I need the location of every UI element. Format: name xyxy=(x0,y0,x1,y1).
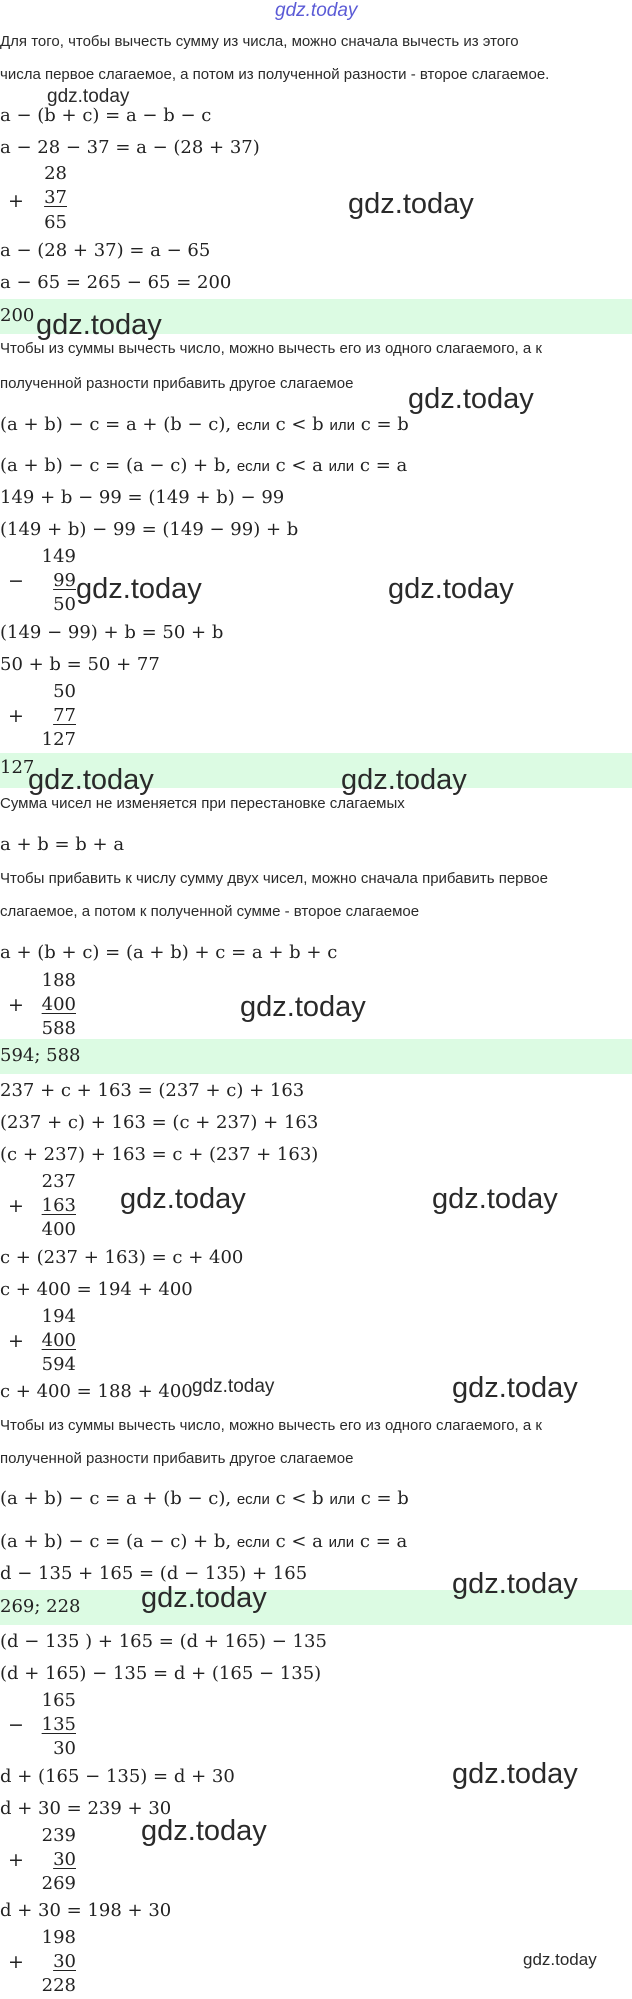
column-result: 127 xyxy=(41,729,76,750)
site-logo[interactable]: gdz.today xyxy=(275,0,358,21)
equation: 237 + c + 163 = (237 + c) + 163 xyxy=(0,1080,305,1101)
equation-part: c < b xyxy=(275,1488,324,1509)
watermark: gdz.today xyxy=(141,1582,267,1614)
column-result: 65 xyxy=(44,212,67,233)
watermark: gdz.today xyxy=(348,188,474,220)
equation-part: c = b xyxy=(360,414,409,435)
rule-text: слагаемое, а потом к полученной сумме - второе слагаемое xyxy=(0,903,420,920)
operator: + xyxy=(8,1195,24,1217)
rule-text: Для того, чтобы вычесть сумму из числа, можно сначала вычесть из этого xyxy=(0,33,519,50)
operator: + xyxy=(8,994,24,1016)
column-top: 239 xyxy=(41,1825,76,1846)
equation xyxy=(0,414,409,437)
equation-part: c = a xyxy=(359,1531,408,1552)
answer: 594; 588 xyxy=(0,1045,81,1066)
column-result: 594 xyxy=(41,1354,76,1375)
condition-word: если xyxy=(236,458,270,475)
rule-text: полученной разности прибавить другое слагаемое xyxy=(0,375,354,392)
condition-word: или xyxy=(329,1491,355,1508)
column-mid: 400 xyxy=(41,994,76,1015)
condition-word: если xyxy=(236,1491,270,1508)
equation: d + (165 − 135) = d + 30 xyxy=(0,1766,235,1787)
equation: a − (b + c) = a − b − c xyxy=(0,105,212,126)
operator: − xyxy=(8,1714,24,1736)
equation xyxy=(0,1488,409,1511)
equation: (149 − 99) + b = 50 + b xyxy=(0,622,224,643)
column-result: 228 xyxy=(41,1975,76,1996)
equation-part: c < b xyxy=(275,414,324,435)
watermark: gdz.today xyxy=(408,383,534,415)
watermark: gdz.today xyxy=(76,573,202,605)
operator: + xyxy=(8,1330,24,1352)
equation: d + 30 = 239 + 30 xyxy=(0,1798,172,1819)
watermark: gdz.today xyxy=(28,764,154,796)
column-mid: 135 xyxy=(41,1714,76,1735)
rule-text: числа первое слагаемое, а потом из полученной разности - второе слагаемое. xyxy=(0,66,550,83)
operator: + xyxy=(8,705,24,727)
column-mid: 400 xyxy=(41,1330,76,1351)
watermark: gdz.today xyxy=(452,1568,578,1600)
column-mid: 99 xyxy=(53,570,76,591)
equation-part: c < a xyxy=(275,455,323,476)
equation xyxy=(0,455,407,478)
equation: a + (b + c) = (a + b) + c = a + b + c xyxy=(0,942,338,963)
equation-part: c = a xyxy=(359,455,408,476)
column-mid: 37 xyxy=(44,187,67,208)
equation: d − 135 + 165 = (d − 135) + 165 xyxy=(0,1563,308,1584)
operator: + xyxy=(8,190,24,212)
equation: 50 + b = 50 + 77 xyxy=(0,654,160,675)
answer-band xyxy=(0,1039,632,1074)
watermark: gdz.today xyxy=(523,1950,597,1969)
equation: (237 + c) + 163 = (c + 237) + 163 xyxy=(0,1112,319,1133)
equation-part: (a + b) − c = (a − c) + b, xyxy=(0,455,232,476)
column-mid: 77 xyxy=(53,705,76,726)
equation: c + 400 = 194 + 400 xyxy=(0,1279,193,1300)
equation: (d + 165) − 135 = d + (165 − 135) xyxy=(0,1663,322,1684)
equation: (c + 237) + 163 = c + (237 + 163) xyxy=(0,1144,319,1165)
column-top: 188 xyxy=(41,970,76,991)
condition-word: если xyxy=(236,417,270,434)
rule-text: Чтобы из суммы вычесть число, можно вычесть его из одного слагаемого, а к xyxy=(0,340,542,357)
column-top: 194 xyxy=(41,1306,76,1327)
column-result: 588 xyxy=(41,1018,76,1039)
column-mid: 30 xyxy=(53,1849,76,1870)
column-result: 30 xyxy=(53,1738,76,1759)
column-result: 400 xyxy=(41,1219,76,1240)
answer: 127 xyxy=(0,757,35,778)
column-mid: 30 xyxy=(53,1951,76,1972)
column-top: 28 xyxy=(44,163,67,184)
watermark: gdz.today xyxy=(47,86,130,107)
equation-part: c = b xyxy=(360,1488,409,1509)
equation-part: c < a xyxy=(275,1531,323,1552)
equation: d + 30 = 198 + 30 xyxy=(0,1900,172,1921)
rule-text: Сумма чисел не изменяется при перестановке слагаемых xyxy=(0,795,405,812)
answer: 200 xyxy=(0,305,35,326)
watermark: gdz.today xyxy=(240,991,366,1023)
equation: c + 400 = 188 + 400 xyxy=(0,1381,193,1402)
equation-part: (a + b) − c = a + (b − c), xyxy=(0,1488,232,1509)
watermark: gdz.today xyxy=(141,1815,267,1847)
rule-text: Чтобы прибавить к числу сумму двух чисел, можно сначала прибавить первое xyxy=(0,870,548,887)
watermark: gdz.today xyxy=(192,1376,275,1397)
equation: (d − 135 ) + 165 = (d + 165) − 135 xyxy=(0,1631,327,1652)
watermark: gdz.today xyxy=(452,1758,578,1790)
rule-text: Чтобы из суммы вычесть число, можно вычесть его из одного слагаемого, а к xyxy=(0,1417,542,1434)
column-top: 198 xyxy=(41,1927,76,1948)
equation-part: (a + b) − c = a + (b − c), xyxy=(0,414,232,435)
column-top: 165 xyxy=(41,1690,76,1711)
watermark: gdz.today xyxy=(120,1183,246,1215)
column-mid: 163 xyxy=(41,1195,76,1216)
equation: 149 + b − 99 = (149 + b) − 99 xyxy=(0,487,285,508)
equation: a − 28 − 37 = a − (28 + 37) xyxy=(0,137,260,158)
condition-word: или xyxy=(328,1534,355,1551)
equation xyxy=(0,1531,407,1554)
rule-text: полученной разности прибавить другое слагаемое xyxy=(0,1450,354,1467)
watermark: gdz.today xyxy=(36,309,162,341)
column-top: 50 xyxy=(53,681,76,702)
watermark: gdz.today xyxy=(341,764,467,796)
operator: + xyxy=(8,1849,24,1871)
column-result: 50 xyxy=(53,594,76,615)
equation-part: (a + b) − c = (a − c) + b, xyxy=(0,1531,232,1552)
operator: − xyxy=(8,570,24,592)
condition-word: если xyxy=(236,1534,270,1551)
equation: c + (237 + 163) = c + 400 xyxy=(0,1247,244,1268)
column-top: 237 xyxy=(41,1171,76,1192)
column-top: 149 xyxy=(41,546,76,567)
equation: a − (28 + 37) = a − 65 xyxy=(0,240,211,261)
watermark: gdz.today xyxy=(432,1183,558,1215)
watermark: gdz.today xyxy=(388,573,514,605)
answer: 269; 228 xyxy=(0,1596,81,1617)
condition-word: или xyxy=(329,417,355,434)
operator: + xyxy=(8,1951,24,1973)
equation: (149 + b) − 99 = (149 − 99) + b xyxy=(0,519,299,540)
column-result: 269 xyxy=(41,1873,76,1894)
equation: a − 65 = 265 − 65 = 200 xyxy=(0,272,232,293)
equation: a + b = b + a xyxy=(0,834,125,855)
watermark: gdz.today xyxy=(452,1372,578,1404)
condition-word: или xyxy=(328,458,355,475)
